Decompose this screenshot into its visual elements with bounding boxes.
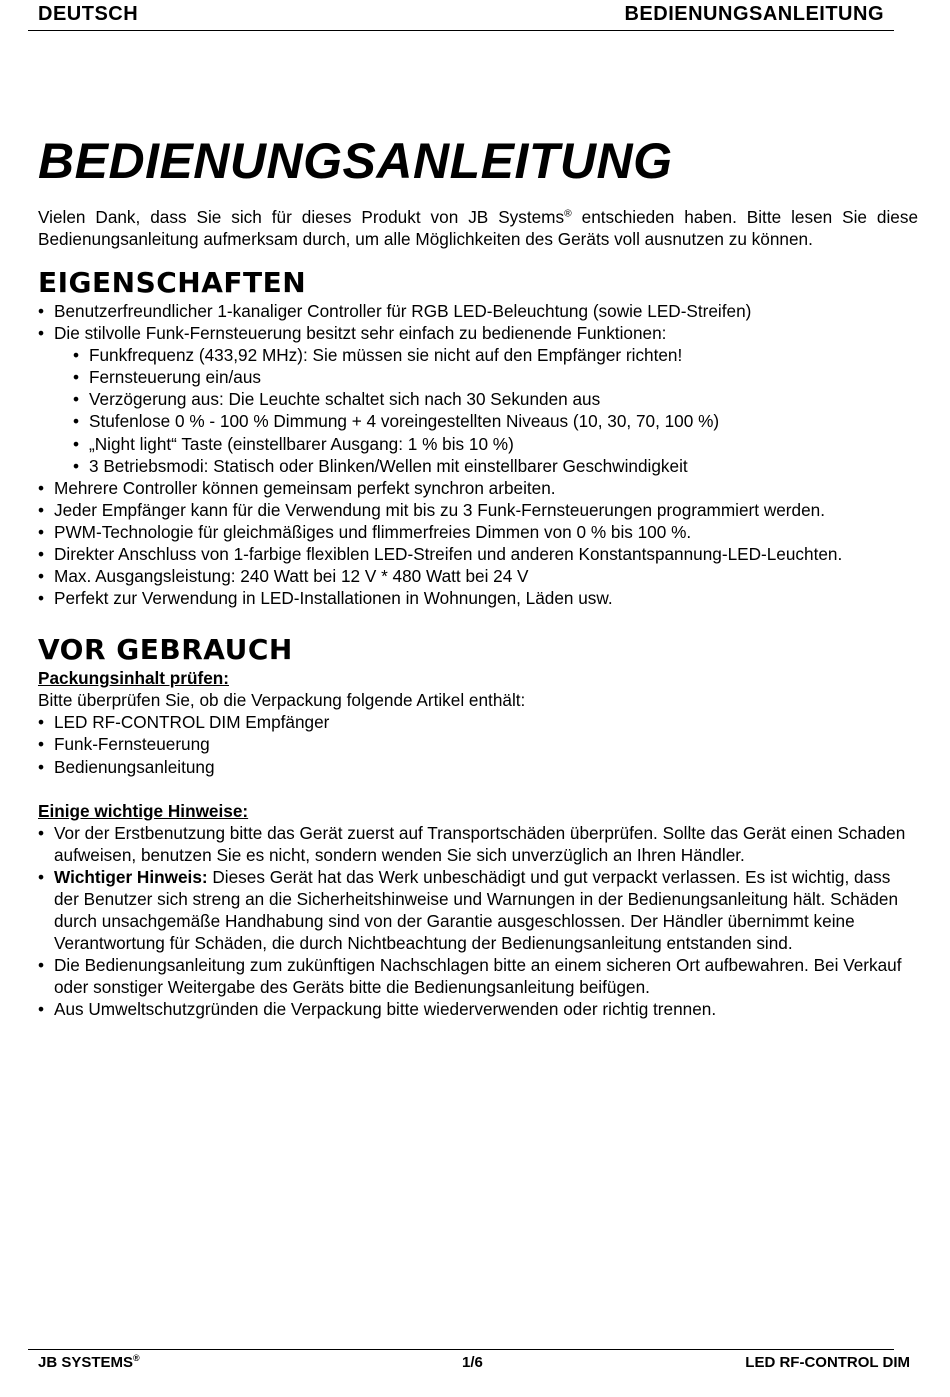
footer-page-number: 1/6 <box>462 1354 483 1371</box>
package-contents-intro: Bitte überprüfen Sie, ob die Verpackung folgende Artikel enthält: <box>38 690 526 711</box>
feature-item: • PWM-Technologie für gleichmäßiges und flimmerfreies Dimmen von 0 % bis 100 %. <box>38 521 918 543</box>
package-item: • LED RF-CONTROL DIM Empfänger <box>38 711 918 733</box>
header-language: DEUTSCH <box>38 3 139 25</box>
feature-item: • Perfekt zur Verwendung in LED-Installationen in Wohnungen, Läden usw. <box>38 587 918 609</box>
footer-registered-mark: ® <box>133 1353 140 1363</box>
page-footer <box>28 1349 910 1371</box>
feature-item: • Benutzerfreundlicher 1-kanaliger Controller für RGB LED-Beleuchtung (sowie LED-Streifen) <box>38 300 918 322</box>
intro-text-start: Vielen Dank, dass Sie sich für dieses Produkt von JB Systems <box>38 207 565 227</box>
footer-brand <box>38 1354 140 1371</box>
features-heading: EIGENSCHAFTEN <box>38 266 307 299</box>
feature-item: • Direkter Anschluss von 1-farbige flexiblen LED-Streifen und anderen Konstantspannung-LED-Leuchten. <box>38 543 918 565</box>
package-item: • Bedienungsanleitung <box>38 756 918 778</box>
feature-item: • Die stilvolle Funk-Fernsteuerung besitzt sehr einfach zu bedienende Funktionen: <box>38 322 918 344</box>
document-title: BEDIENUNGSANLEITUNG <box>38 133 673 189</box>
spacer <box>38 778 918 800</box>
feature-item: • Mehrere Controller können gemeinsam perfekt synchron arbeiten. <box>38 477 918 499</box>
feature-item: • Max. Ausgangsleistung: 240 Watt bei 12 V * 480 Watt bei 24 V <box>38 565 918 587</box>
intro-paragraph <box>38 206 918 250</box>
header-doc-type: BEDIENUNGSANLEITUNG <box>624 3 884 25</box>
package-item: • Funk-Fernsteuerung <box>38 733 918 755</box>
remote-function-item: • 3 Betriebsmodi: Statisch oder Blinken/Wellen mit einstellbarer Geschwindigkeit <box>38 455 918 477</box>
feature-item: • Jeder Empfänger kann für die Verwendung mit bis zu 3 Funk-Fernsteuerungen programmiert werden. <box>38 499 918 521</box>
note-item: • Vor der Erstbenutzung bitte das Gerät zuerst auf Transportschäden überprüfen. Sollte das Gerät einen Schaden aufweisen, benutzen Sie es nicht, sondern wenden Sie sich unverzüglich an Ihren Händler. <box>38 822 918 866</box>
note-text: Dieses Gerät hat das Werk unbeschädigt und gut verpackt verlassen. Es ist wichtig, dass der Benutzer sich streng an die Sicherheitshinweise und Warnungen in der Bedienungsanleitung hält. Schäden durch unsachgemäße Handhabung sind von der Garantie ausgeschlossen. Der Händler übernimmt keine Verantwortung für Schäden, die durch Nichtbeachtung der Bedienungsanleitung entstanden sind. <box>54 866 899 954</box>
note-item: • Die Bedienungsanleitung zum zukünftigen Nachschlagen bitte an einem sicheren Ort aufbewahren. Bei Verkauf oder sonstiger Weitergabe des Geräts bitte die Bedienungsanleitung beifügen. <box>38 954 918 998</box>
before-use-heading: VOR GEBRAUCH <box>38 633 293 667</box>
note-label: Wichtiger Hinweis: <box>54 866 208 887</box>
document-body <box>38 130 918 1020</box>
features-list-continued <box>38 477 918 610</box>
registered-mark: ® <box>564 208 572 220</box>
page-header <box>28 2 894 31</box>
footer-product-name: LED RF-CONTROL DIM <box>745 1354 910 1371</box>
note-item <box>38 866 918 954</box>
remote-function-item: • Stufenlose 0 % - 100 % Dimmung + 4 voreingestellten Niveaus (10, 30, 70, 100 %) <box>38 410 918 432</box>
footer-brand-name: JB SYSTEMS <box>38 1354 134 1371</box>
remote-functions-list <box>38 344 918 477</box>
remote-function-item: • Funkfrequenz (433,92 MHz): Sie müssen sie nicht auf den Empfänger richten! <box>38 344 918 366</box>
intro-text-end: entschieden haben. Bitte lesen Sie diese Bedienungsanleitung aufmerksam durch, um alle Möglichkeiten des Geräts voll ausnutzen zu können. <box>38 207 919 249</box>
package-contents-list <box>38 711 918 777</box>
remote-function-item: • Verzögerung aus: Die Leuchte schaltet sich nach 30 Sekunden aus <box>38 388 918 410</box>
remote-function-item: • Fernsteuerung ein/aus <box>38 366 918 388</box>
important-notes-heading: Einige wichtige Hinweise: <box>38 800 249 821</box>
note-item: • Aus Umweltschutzgründen die Verpackung bitte wiederverwenden oder richtig trennen. <box>38 998 918 1020</box>
important-notes-list <box>38 822 918 1021</box>
features-list <box>38 300 918 344</box>
remote-function-item: • „Night light“ Taste (einstellbarer Ausgang: 1 % bis 10 %) <box>38 433 918 455</box>
package-contents-heading: Packungsinhalt prüfen: <box>38 668 229 689</box>
